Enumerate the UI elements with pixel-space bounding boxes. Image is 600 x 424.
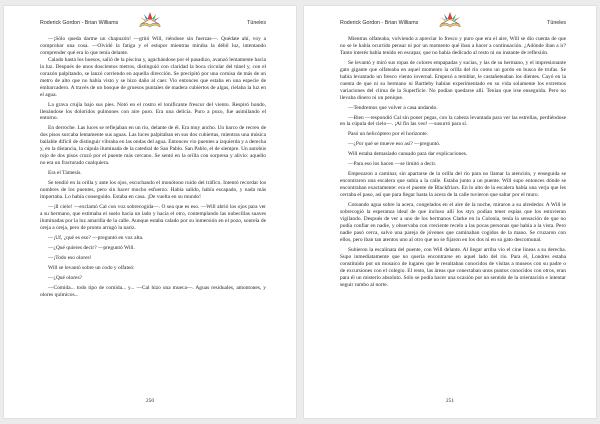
left-page-body: [40, 36, 266, 388]
book-logo-icon: [435, 10, 465, 32]
paragraph: La grava crujía bajo sus pies. Notó en el rostro el tonificante frescor del viento. Respiró hondo, llenándose los doloridos pulmones con aire puro. Era una delicia. Puro a pozo, fue asimilando el entorno.: [40, 101, 266, 122]
right-page-body: [340, 36, 566, 388]
paragraph: Se tendió en la orilla y ante los ojos, escuchando el monótono ruido del tráfico. Intentó recordar los nombres de los puentes, pero sin hacer mucho esfuerzo. Había salido, había escapado, y nada más importaba. Lo había conseguido. Estaba en casa. ¡De vuelta en su mundo!: [40, 180, 266, 201]
paragraph: Subieron la escalinata del puente, con Will delante. Al llegar arriba vio el cine lineas a su derecha. Supo inmediatamente que no quería encontrarse en aquel lado del río. Para él, Londres estaba constituido por un mosaico de lugares que le resultaban conocidos de visitas a museos con su padre o de excursiones con el colegio. El resto, las áreas que conectaban unos puntos conocidos con otros, eran para él un misterio absoluto. Sólo se podía hacer una ocasión por un sentido de la orientación e intentar seguir rumbo al norte.: [340, 246, 566, 288]
dialog-line: —Bien —respondió Cal sin poner pegas, con la cabeza levantada para ver las estrellas, perdiéndose en la cúpula del cielo—. ¡Al fin las veo! —susurró para sí.: [340, 114, 566, 128]
paragraph: Mientras olfateaba, volviendo a apreciar lo fresco y puro que era el aire, Will se dio cuenta de que no se le había ocurrido pensar ni por un momento qué iban a hacer a continuación. ¿Adónde iban a ir? Tanto interés había tenido en escapar, que no había dedicado al resto ni un instante de reflexión.: [340, 36, 566, 56]
dialog-line: —¿Qué olores?: [48, 274, 82, 281]
paragraph: Cotoando agua sobre la acera, congelados en el aire de la noche, miraron a su alrededor. A Will le sobrecogió la esperanza ideal de que incluso allí los styx podían tener espías que los estuvieran vigilando. Después de ver a uno de los hermanos Clarke en la Colonia, tenía la sensación de que no podía confiar en nadie, y observaba con creciente recelo a las pocas personas que había a la vista. Pero nadie pasó cerca, salvo una pareja de jóvenes que caminaban cogidos de la mano. Se cruzaron con ellos, pero iban tan atentos uno al otro que no se fijaron en los dos ni en su gato descomunal.: [340, 202, 566, 243]
paragraph: Will se levantó sobre un codo y olfateó:: [48, 264, 135, 271]
dialog-line: —¿Qué quieres decir? —preguntó Will.: [48, 244, 135, 251]
paragraph: Era el Támesis.: [48, 170, 82, 177]
paragraph: Calado hasta los huesos, salió de la piscina y, agachándose por el pasadizo, avanzó lentamente hacia la luz. Después de unos doscientos metros, distinguió con claridad la boca circular del túnel y, con el corazón palpitando, se lanzó corriendo en aquella dirección. Se precipitó por una cornisa de más de un metro de alto que no había visto y se hizo daño al caer. Vio entonces que estaba en una especie de embarcadero. A través de un bosque de gruesos puntales de madera cubiertos de algas, rielaba la luz en el agua.: [40, 56, 266, 98]
page-number: 250: [145, 398, 155, 404]
header-author: Roderick Gordon - Brian Williams: [40, 20, 119, 26]
left-page: [4, 6, 296, 418]
paragraph: —¡Sólo queda darme un chapuzón! —gritó Will, riéndose sin fuerzas—. Quédate ahí, voy a comprobar una cosa. —Olvidó la fatiga y el estupor mientras miraba la débil luz, intentando comprender qué era lo que tenía delante.: [40, 36, 266, 56]
dialog-line: —¿Por qué se mueve eso así? —preguntó.: [348, 141, 441, 148]
paragraph: Will estaba demasiado cansado para dar explicaciones.: [348, 151, 468, 158]
header-title: Túneles: [547, 20, 566, 26]
header-title: Túneles: [247, 20, 266, 26]
dialog-line: —Comida... todo tipo de comida... y... —Cal hizo una mueca—. Aguas residuales, amontones, y olores químicos...: [40, 284, 266, 298]
header-author: Roderick Gordon - Brian Williams: [340, 20, 419, 26]
paragraph: En derroche. Las luces se reflejaban en un río, delante de él. Era muy ancho. Un barco de recreo de dos pisos surcaba lentamente sus aguas. Las luces palpitaban en sus dos cubiertas, mientras una música bailable difícil de distinguir vibraba en las ondas del agua. Entonces vio puentes a izquierda y a derecha y, en la distancia, la cúpula iluminada de la catedral de San Pablo. San Pablo, el de siempre. Un autobús rojo de dos pisos cruzó por el puente más cercano. Se sentó en la orilla con sorpresa y alivio: aquello no era un fracturado cualquiera.: [40, 125, 266, 167]
paragraph: —¡Il cielo! —exclamó Cal con voz sobrecogida—. O sea que es eso. —Will abrió los ojos para ver a su hermano, que estimaba el suelo hacia un lado y hacia el otro, contemplando las nubecillas suaves iluminadas por la luz amarilla de la calle. Aunque estaba calado por su inmersión en el pozo, sonreía de oreja a oreja, pero de pronto arrugó la nariz.: [40, 203, 266, 231]
dialog-line: —Tendremos que volver a casa andando.: [348, 104, 438, 111]
book-logo-icon: [135, 10, 165, 32]
page-number: 251: [445, 398, 455, 404]
paragraph: Empezaron a caminar, sin apartarse de la orilla del río para no llamar la atención, y enseguida se encontraron una escalera que subía a la calle. Estaba junto a un puente. Will supo entonces dónde se encontraban exactamente: era el puente de Blackfriars. En lo alto de la escalera había una verja que les cerraba el paso, así que para llegar hasta la acera de la calle tuvieron que saltar por el muro.: [340, 171, 566, 199]
dialog-line: —¡Uf, ¿qué es eso? —preguntó en voz alta.: [48, 234, 144, 241]
paragraph: Pasó un helicóptero por el horizonte.: [348, 131, 429, 138]
dialog-line: —¡Todo eso olores!: [48, 254, 92, 261]
paragraph: Se levantó y miró sus ropas de colores empapadas y sucias, y las de su hermano, y el impresionante gato gigante que olfateaba en aquel momento la orilla del río como un gordo en busca de trufas. Se había levantado un fresco viento invernal. Empezó a temblar, le castañeteaban los dientes. Cayó en la cuenta de que ni su hermano ni Bartleby habían experimentado en su vida solamente los extremos variaciones del clima de la Superficie. No podían quedarse allí. Tenían que irse enseguida. Pero no llevaba dinero ni un penique.: [340, 59, 566, 101]
right-page: [304, 6, 596, 418]
dialog-line: —Para eso los hacen —se limitó a decir.: [348, 161, 437, 168]
